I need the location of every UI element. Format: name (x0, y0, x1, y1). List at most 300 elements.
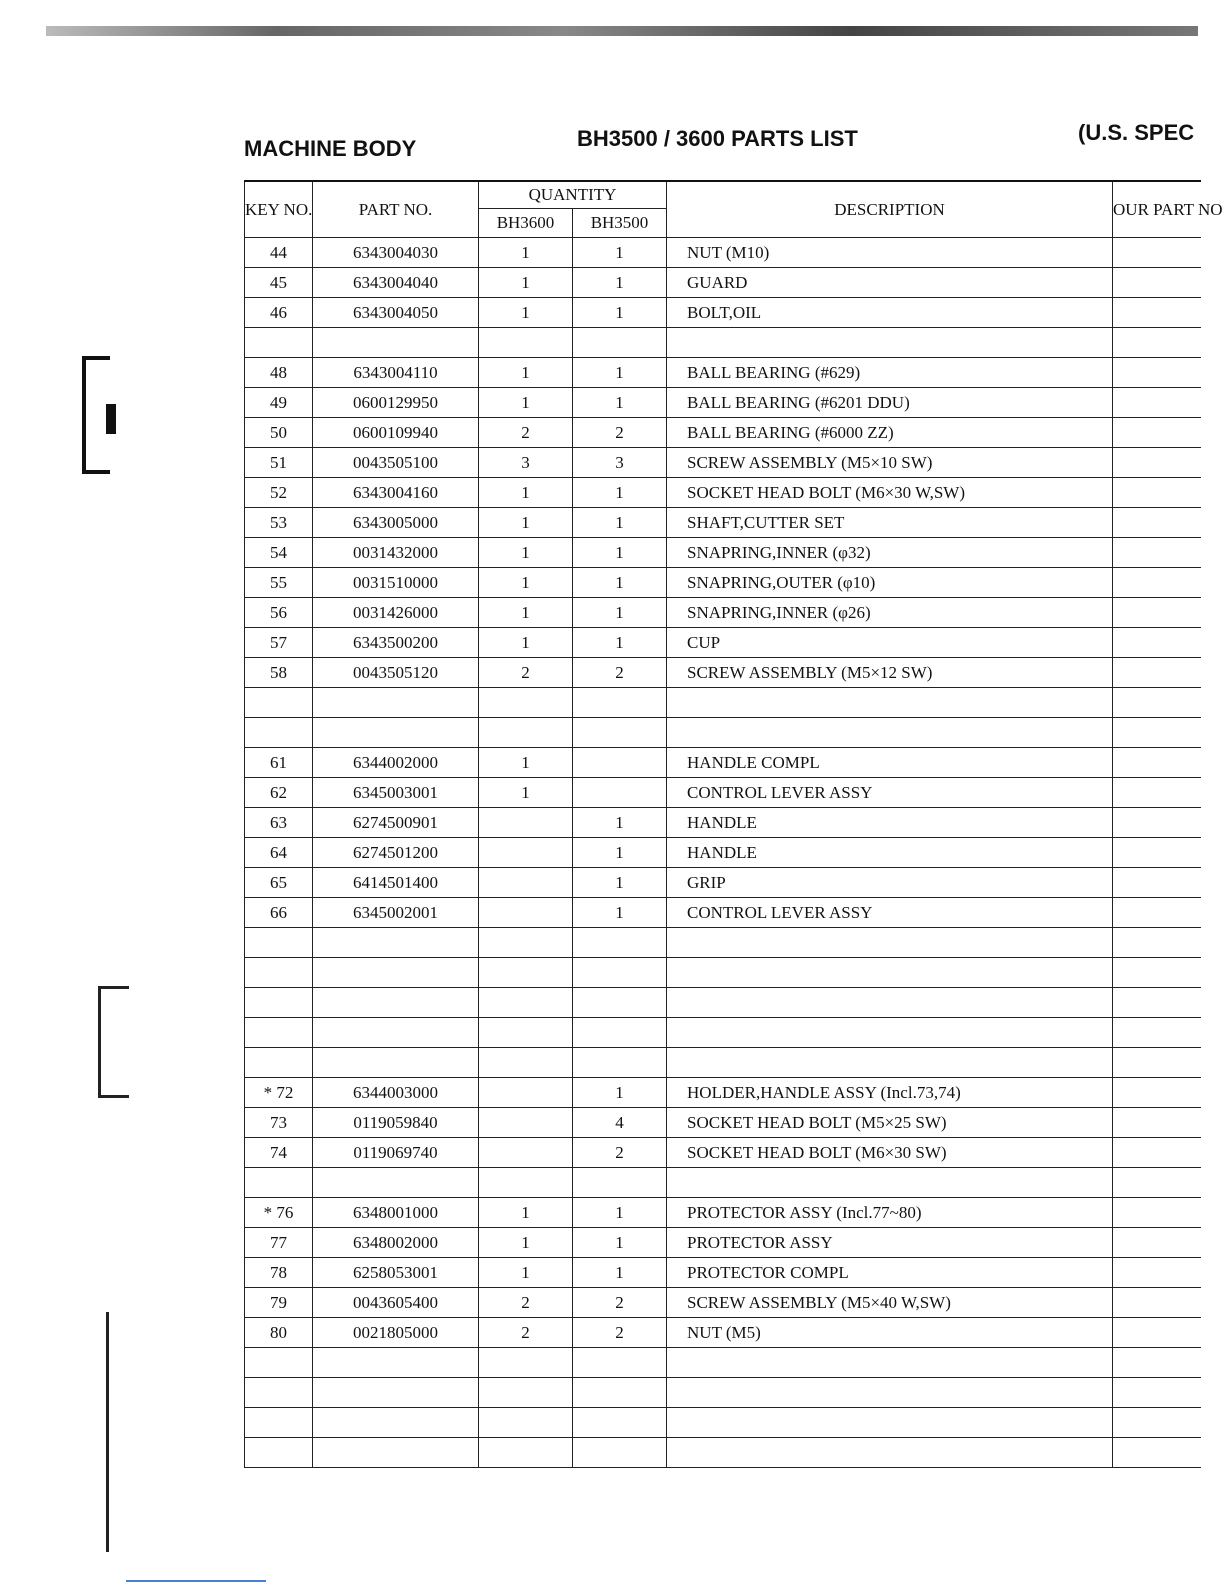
binder-tab-mark (82, 356, 110, 474)
cell-part-no: 6344002000 (313, 748, 479, 778)
cell-qty-bh3500: 2 (573, 1288, 667, 1318)
cell-description: SNAPRING,INNER (φ26) (667, 598, 1113, 628)
table-row (245, 1048, 1201, 1078)
cell-qty-bh3500 (573, 928, 667, 958)
cell-part-no: 6348001000 (313, 1198, 479, 1228)
cell-our-part-no (1113, 1108, 1201, 1138)
cell-key-no (245, 988, 313, 1018)
cell-key-no: 57 (245, 628, 313, 658)
cell-key-no: 62 (245, 778, 313, 808)
cell-qty-bh3600 (479, 1378, 573, 1408)
cell-qty-bh3600: 1 (479, 1198, 573, 1228)
table-row (245, 508, 1201, 538)
cell-part-no: 0043505100 (313, 448, 479, 478)
cell-key-no (245, 1408, 313, 1438)
cell-key-no (245, 1048, 313, 1078)
cell-key-no: 80 (245, 1318, 313, 1348)
cell-our-part-no (1113, 838, 1201, 868)
cell-qty-bh3600 (479, 1408, 573, 1438)
cell-key-no: 44 (245, 238, 313, 268)
cell-our-part-no (1113, 1438, 1201, 1468)
cell-key-no: 64 (245, 838, 313, 868)
cell-description (667, 1048, 1113, 1078)
cell-qty-bh3500: 1 (573, 478, 667, 508)
table-row (245, 658, 1201, 688)
table-row (245, 688, 1201, 718)
parts-table (244, 180, 1223, 1468)
cell-description: CONTROL LEVER ASSY (667, 778, 1113, 808)
cell-description (667, 988, 1113, 1018)
cell-our-part-no (1113, 718, 1201, 748)
cell-qty-bh3500: 1 (573, 1078, 667, 1108)
cell-key-no (245, 1438, 313, 1468)
cell-qty-bh3600 (479, 1048, 573, 1078)
header-bh3600: BH3600 (479, 209, 573, 238)
cell-description: GRIP (667, 868, 1113, 898)
cell-qty-bh3500: 1 (573, 1258, 667, 1288)
cell-description: PROTECTOR COMPL (667, 1258, 1113, 1288)
cell-our-part-no (1113, 808, 1201, 838)
table-row (245, 1288, 1201, 1318)
cell-qty-bh3600: 2 (479, 1288, 573, 1318)
cell-our-part-no (1113, 628, 1201, 658)
cell-qty-bh3600 (479, 1168, 573, 1198)
cell-qty-bh3600 (479, 688, 573, 718)
table-row (245, 1228, 1201, 1258)
cell-our-part-no (1113, 568, 1201, 598)
cell-qty-bh3600: 2 (479, 418, 573, 448)
cell-qty-bh3500: 1 (573, 538, 667, 568)
cell-qty-bh3600 (479, 898, 573, 928)
cell-part-no: 0043605400 (313, 1288, 479, 1318)
cell-part-no: 0119069740 (313, 1138, 479, 1168)
cell-part-no: 6343004040 (313, 268, 479, 298)
header-key-no: KEY NO. (245, 181, 313, 238)
cell-description: SCREW ASSEMBLY (M5×10 SW) (667, 448, 1113, 478)
cell-key-no (245, 958, 313, 988)
cell-part-no (313, 988, 479, 1018)
cell-description (667, 718, 1113, 748)
cell-part-no: 0119059840 (313, 1108, 479, 1138)
cell-key-no: 45 (245, 268, 313, 298)
cell-our-part-no (1113, 868, 1201, 898)
table-row (245, 1378, 1201, 1408)
table-row (245, 388, 1201, 418)
cell-description (667, 958, 1113, 988)
cell-qty-bh3500: 1 (573, 838, 667, 868)
table-row (245, 748, 1201, 778)
table-row (245, 1258, 1201, 1288)
scan-edge-band (46, 26, 1198, 36)
cell-qty-bh3500 (573, 1378, 667, 1408)
cell-qty-bh3600 (479, 1438, 573, 1468)
table-row (245, 328, 1201, 358)
cell-qty-bh3500 (573, 778, 667, 808)
cell-qty-bh3600 (479, 1018, 573, 1048)
cell-part-no: 6258053001 (313, 1258, 479, 1288)
cell-qty-bh3600: 2 (479, 658, 573, 688)
cell-our-part-no (1113, 1408, 1201, 1438)
cell-our-part-no (1113, 1228, 1201, 1258)
cell-description (667, 928, 1113, 958)
cell-description: SOCKET HEAD BOLT (M6×30 W,SW) (667, 478, 1113, 508)
cell-key-no: 74 (245, 1138, 313, 1168)
cell-key-no: 61 (245, 748, 313, 778)
cell-qty-bh3600: 1 (479, 628, 573, 658)
cell-description: PROTECTOR ASSY (667, 1228, 1113, 1258)
cell-qty-bh3600: 1 (479, 478, 573, 508)
cell-key-no: 77 (245, 1228, 313, 1258)
cell-our-part-no (1113, 1378, 1201, 1408)
cell-part-no (313, 1408, 479, 1438)
cell-our-part-no (1113, 448, 1201, 478)
cell-our-part-no (1113, 898, 1201, 928)
cell-qty-bh3600 (479, 718, 573, 748)
cell-qty-bh3500: 1 (573, 268, 667, 298)
cell-qty-bh3500 (573, 958, 667, 988)
cell-part-no (313, 928, 479, 958)
cell-key-no: 73 (245, 1108, 313, 1138)
cell-qty-bh3500: 2 (573, 418, 667, 448)
cell-qty-bh3500: 4 (573, 1108, 667, 1138)
cell-qty-bh3500: 1 (573, 1198, 667, 1228)
cell-our-part-no (1113, 1258, 1201, 1288)
table-row (245, 478, 1201, 508)
bottom-edge-line (126, 1580, 266, 1582)
cell-qty-bh3600: 1 (479, 268, 573, 298)
table-row (245, 928, 1201, 958)
cell-part-no: 0031510000 (313, 568, 479, 598)
table-row (245, 1438, 1201, 1468)
cell-qty-bh3600 (479, 838, 573, 868)
cell-qty-bh3600: 1 (479, 568, 573, 598)
cell-key-no: * 72 (245, 1078, 313, 1108)
cell-our-part-no (1113, 388, 1201, 418)
cell-qty-bh3600: 1 (479, 748, 573, 778)
cell-part-no: 6343005000 (313, 508, 479, 538)
cell-our-part-no (1113, 688, 1201, 718)
table-row (245, 1168, 1201, 1198)
cell-part-no (313, 1378, 479, 1408)
cell-description: SCREW ASSEMBLY (M5×12 SW) (667, 658, 1113, 688)
cell-key-no: 65 (245, 868, 313, 898)
cell-description: NUT (M5) (667, 1318, 1113, 1348)
cell-key-no: 58 (245, 658, 313, 688)
cell-key-no (245, 1018, 313, 1048)
cell-part-no: 6348002000 (313, 1228, 479, 1258)
table-row (245, 1348, 1201, 1378)
cell-key-no: 78 (245, 1258, 313, 1288)
cell-our-part-no (1113, 1348, 1201, 1378)
cell-qty-bh3600 (479, 1138, 573, 1168)
cell-qty-bh3500: 2 (573, 658, 667, 688)
table-row (245, 568, 1201, 598)
cell-qty-bh3500: 1 (573, 388, 667, 418)
cell-part-no: 6345003001 (313, 778, 479, 808)
cell-qty-bh3500 (573, 328, 667, 358)
table-row (245, 298, 1201, 328)
cell-key-no: 48 (245, 358, 313, 388)
cell-qty-bh3600: 2 (479, 1318, 573, 1348)
cell-description: SNAPRING,OUTER (φ10) (667, 568, 1113, 598)
cell-qty-bh3600 (479, 868, 573, 898)
cell-key-no: 55 (245, 568, 313, 598)
cell-description (667, 1408, 1113, 1438)
cell-qty-bh3500 (573, 688, 667, 718)
cell-qty-bh3600 (479, 1348, 573, 1378)
cell-our-part-no (1113, 748, 1201, 778)
table-row (245, 358, 1201, 388)
cell-part-no: 0043505120 (313, 658, 479, 688)
table-row (245, 598, 1201, 628)
cell-our-part-no (1113, 478, 1201, 508)
cell-description: BALL BEARING (#6000 ZZ) (667, 418, 1113, 448)
table-row (245, 1018, 1201, 1048)
section-title: MACHINE BODY (244, 136, 417, 161)
cell-part-no: 6343500200 (313, 628, 479, 658)
header-description: DESCRIPTION (667, 181, 1113, 238)
cell-part-no (313, 1168, 479, 1198)
cell-qty-bh3600 (479, 928, 573, 958)
cell-description (667, 688, 1113, 718)
cell-description: SHAFT,CUTTER SET (667, 508, 1113, 538)
cell-qty-bh3600: 3 (479, 448, 573, 478)
cell-part-no (313, 1438, 479, 1468)
cell-key-no: 56 (245, 598, 313, 628)
cell-qty-bh3500: 1 (573, 298, 667, 328)
cell-description: SNAPRING,INNER (φ32) (667, 538, 1113, 568)
cell-description: BALL BEARING (#629) (667, 358, 1113, 388)
cell-qty-bh3500: 1 (573, 898, 667, 928)
header-part-no: PART NO. (313, 181, 479, 238)
cell-part-no: 6343004160 (313, 478, 479, 508)
cell-qty-bh3600: 1 (479, 598, 573, 628)
cell-our-part-no (1113, 1318, 1201, 1348)
cell-key-no (245, 688, 313, 718)
cell-qty-bh3500: 1 (573, 598, 667, 628)
cell-part-no: 0600129950 (313, 388, 479, 418)
margin-rule (106, 1312, 109, 1552)
cell-part-no (313, 1048, 479, 1078)
cell-our-part-no (1113, 1018, 1201, 1048)
cell-part-no: 6345002001 (313, 898, 479, 928)
cell-our-part-no (1113, 298, 1201, 328)
cell-our-part-no (1113, 1288, 1201, 1318)
cell-description (667, 1168, 1113, 1198)
cell-qty-bh3500: 2 (573, 1318, 667, 1348)
cell-description: SOCKET HEAD BOLT (M5×25 SW) (667, 1108, 1113, 1138)
cell-part-no: 6414501400 (313, 868, 479, 898)
cell-qty-bh3500: 1 (573, 508, 667, 538)
cell-qty-bh3500: 1 (573, 1228, 667, 1258)
cell-part-no: 6274500901 (313, 808, 479, 838)
table-row (245, 898, 1201, 928)
cell-description (667, 1378, 1113, 1408)
cell-description: CONTROL LEVER ASSY (667, 898, 1113, 928)
cell-part-no: 0031426000 (313, 598, 479, 628)
cell-our-part-no (1113, 538, 1201, 568)
cell-our-part-no (1113, 1168, 1201, 1198)
table-row (245, 448, 1201, 478)
table-row (245, 838, 1201, 868)
cell-description: CUP (667, 628, 1113, 658)
cell-key-no: 53 (245, 508, 313, 538)
cell-qty-bh3600: 1 (479, 238, 573, 268)
cell-qty-bh3600: 1 (479, 358, 573, 388)
cell-our-part-no (1113, 508, 1201, 538)
table-row (245, 418, 1201, 448)
cell-key-no: 50 (245, 418, 313, 448)
binder-tab-mark-2 (98, 986, 129, 1098)
cell-our-part-no (1113, 1198, 1201, 1228)
table-row (245, 1138, 1201, 1168)
cell-qty-bh3500 (573, 1168, 667, 1198)
cell-our-part-no (1113, 598, 1201, 628)
cell-qty-bh3600: 1 (479, 388, 573, 418)
table-row (245, 988, 1201, 1018)
cell-part-no: 0031432000 (313, 538, 479, 568)
cell-qty-bh3600 (479, 1108, 573, 1138)
cell-our-part-no (1113, 1048, 1201, 1078)
cell-our-part-no (1113, 778, 1201, 808)
cell-qty-bh3600 (479, 808, 573, 838)
cell-part-no (313, 1348, 479, 1378)
table-row (245, 1198, 1201, 1228)
cell-description: SOCKET HEAD BOLT (M6×30 SW) (667, 1138, 1113, 1168)
cell-description: HANDLE (667, 808, 1113, 838)
cell-our-part-no (1113, 268, 1201, 298)
cell-qty-bh3500 (573, 988, 667, 1018)
tab-glyph (106, 404, 116, 434)
cell-qty-bh3600: 1 (479, 778, 573, 808)
cell-qty-bh3500: 1 (573, 568, 667, 598)
cell-description: BOLT,OIL (667, 298, 1113, 328)
header-our-part-no: OUR PART NO (1113, 181, 1201, 238)
cell-description: HANDLE (667, 838, 1113, 868)
cell-key-no: 51 (245, 448, 313, 478)
cell-our-part-no (1113, 928, 1201, 958)
cell-qty-bh3500 (573, 748, 667, 778)
table-row (245, 538, 1201, 568)
cell-our-part-no (1113, 418, 1201, 448)
cell-key-no: 79 (245, 1288, 313, 1318)
cell-our-part-no (1113, 658, 1201, 688)
cell-our-part-no (1113, 1078, 1201, 1108)
cell-description: HOLDER,HANDLE ASSY (Incl.73,74) (667, 1078, 1113, 1108)
cell-qty-bh3500 (573, 1408, 667, 1438)
table-row (245, 238, 1201, 268)
header-bh3500: BH3500 (573, 209, 667, 238)
cell-part-no: 0021805000 (313, 1318, 479, 1348)
table-row (245, 268, 1201, 298)
cell-description: BALL BEARING (#6201 DDU) (667, 388, 1113, 418)
cell-qty-bh3500: 2 (573, 1138, 667, 1168)
cell-our-part-no (1113, 988, 1201, 1018)
table-row (245, 1078, 1201, 1108)
cell-qty-bh3600: 1 (479, 298, 573, 328)
cell-our-part-no (1113, 238, 1201, 268)
cell-description: SCREW ASSEMBLY (M5×40 W,SW) (667, 1288, 1113, 1318)
table-row (245, 1408, 1201, 1438)
cell-key-no: 46 (245, 298, 313, 328)
cell-part-no: 6343004030 (313, 238, 479, 268)
cell-key-no: 66 (245, 898, 313, 928)
table-row (245, 718, 1201, 748)
cell-key-no (245, 928, 313, 958)
table-row (245, 808, 1201, 838)
cell-part-no (313, 1018, 479, 1048)
cell-description (667, 1438, 1113, 1468)
table-row (245, 1108, 1201, 1138)
cell-key-no: 52 (245, 478, 313, 508)
cell-part-no (313, 958, 479, 988)
cell-our-part-no (1113, 328, 1201, 358)
cell-qty-bh3500 (573, 1048, 667, 1078)
cell-part-no: 6274501200 (313, 838, 479, 868)
cell-key-no: 49 (245, 388, 313, 418)
cell-key-no (245, 328, 313, 358)
cell-qty-bh3500: 1 (573, 358, 667, 388)
cell-qty-bh3500 (573, 1348, 667, 1378)
document-title: BH3500 / 3600 PARTS LIST (577, 126, 858, 151)
header-quantity: QUANTITY (479, 181, 667, 209)
cell-our-part-no (1113, 958, 1201, 988)
cell-qty-bh3500: 1 (573, 808, 667, 838)
cell-qty-bh3600: 1 (479, 508, 573, 538)
cell-description: PROTECTOR ASSY (Incl.77~80) (667, 1198, 1113, 1228)
cell-qty-bh3600: 1 (479, 1228, 573, 1258)
cell-key-no (245, 1348, 313, 1378)
cell-description: HANDLE COMPL (667, 748, 1113, 778)
cell-key-no (245, 1378, 313, 1408)
cell-our-part-no (1113, 358, 1201, 388)
cell-key-no: * 76 (245, 1198, 313, 1228)
cell-qty-bh3500 (573, 718, 667, 748)
table-row (245, 1318, 1201, 1348)
cell-description (667, 1348, 1113, 1378)
table-row (245, 778, 1201, 808)
cell-description (667, 1018, 1113, 1048)
cell-qty-bh3500: 1 (573, 628, 667, 658)
cell-qty-bh3500 (573, 1018, 667, 1048)
cell-qty-bh3600 (479, 988, 573, 1018)
cell-qty-bh3600: 1 (479, 538, 573, 568)
cell-qty-bh3600 (479, 328, 573, 358)
cell-qty-bh3600: 1 (479, 1258, 573, 1288)
cell-part-no: 6343004050 (313, 298, 479, 328)
table-row (245, 958, 1201, 988)
cell-qty-bh3600 (479, 958, 573, 988)
cell-description: GUARD (667, 268, 1113, 298)
cell-our-part-no (1113, 1138, 1201, 1168)
cell-part-no: 6343004110 (313, 358, 479, 388)
cell-qty-bh3500: 1 (573, 868, 667, 898)
cell-qty-bh3600 (479, 1078, 573, 1108)
cell-key-no: 63 (245, 808, 313, 838)
cell-part-no: 0600109940 (313, 418, 479, 448)
table-row (245, 628, 1201, 658)
cell-part-no (313, 688, 479, 718)
cell-qty-bh3500: 3 (573, 448, 667, 478)
spec-label: (U.S. SPEC (1078, 120, 1195, 145)
cell-description: NUT (M10) (667, 238, 1113, 268)
cell-part-no: 6344003000 (313, 1078, 479, 1108)
cell-part-no (313, 328, 479, 358)
cell-qty-bh3500: 1 (573, 238, 667, 268)
cell-key-no (245, 1168, 313, 1198)
cell-key-no (245, 718, 313, 748)
cell-key-no: 54 (245, 538, 313, 568)
